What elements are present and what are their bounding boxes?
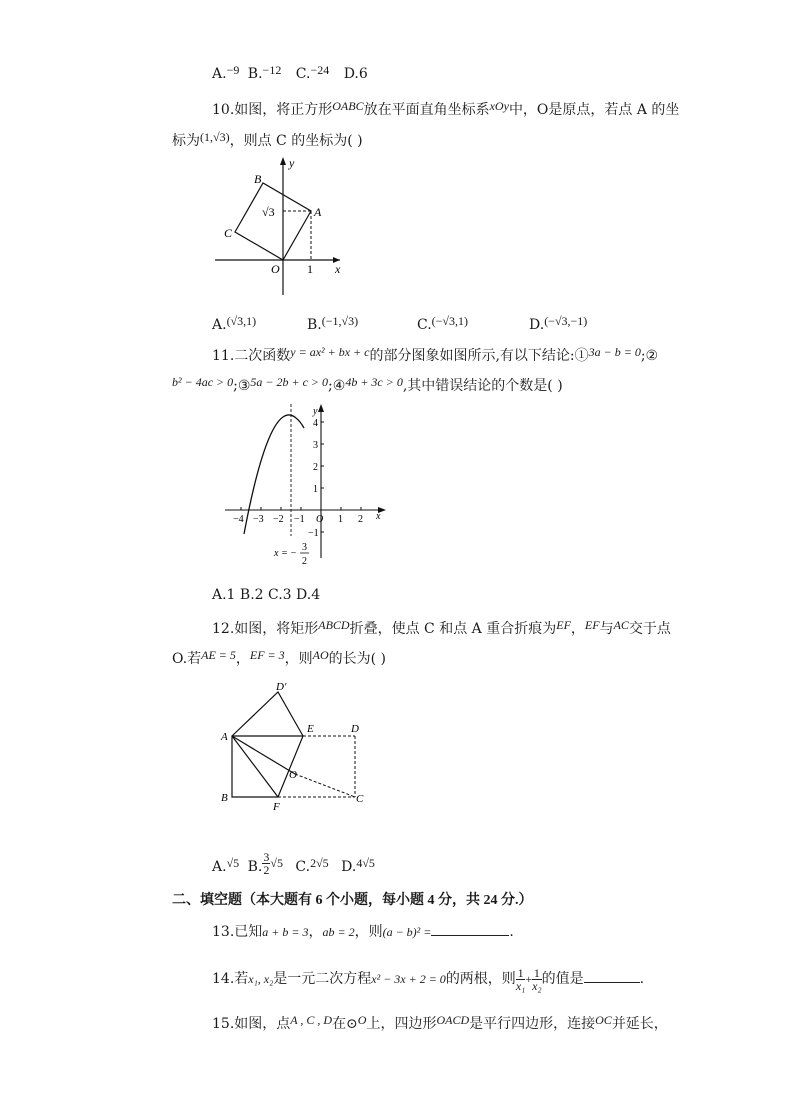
q11-ytick: 2 <box>313 462 318 473</box>
q10-figure <box>205 150 355 300</box>
q11-ytick: −1 <box>308 528 319 539</box>
q15-text: 并延长， <box>611 1016 668 1032</box>
q14-math: x² − 3x + 2 = 0 <box>371 972 446 986</box>
q11-function: y = ax² + bx + c <box>290 345 370 359</box>
q14-plus: + <box>525 972 533 986</box>
q10-b-label: B <box>254 172 262 186</box>
section-title: 二、填空题（本大题有 6 个小题，每小题 4 分，共 24 分.） <box>172 893 533 908</box>
q10-option-label: D. <box>529 317 545 333</box>
q11-conclusion-2: b² − 4ac > 0 <box>172 375 234 389</box>
q9-option-d: D.6 <box>343 66 368 82</box>
q10-y-label: y <box>289 156 295 170</box>
q11-y-label: y <box>313 406 318 417</box>
q12-option-value: 4√5 <box>356 856 375 870</box>
q11-frac-den: 2 <box>302 556 307 567</box>
q11-ytick: 4 <box>313 418 318 429</box>
q12-option-label: D. <box>341 859 357 875</box>
q12-math: EF <box>584 618 600 632</box>
q11-conclusion-4: 4b + 3c > 0 <box>345 375 403 389</box>
q13 <box>212 921 514 942</box>
q10-square-name: OABC <box>332 99 364 113</box>
q10-option-label: C. <box>417 317 432 333</box>
q12-frac-den: 2 <box>263 862 270 877</box>
q10-point-a-coord: (1,√3) <box>200 130 230 144</box>
q12-line2 <box>172 649 386 669</box>
q13-text: ，则 <box>354 924 383 940</box>
q11-xtick: −1 <box>294 514 305 525</box>
q12-text: 交于点 <box>628 621 671 637</box>
q10-c-label: C <box>224 226 233 240</box>
q9-option-c-value: −24 <box>310 63 330 77</box>
q11-xtick: −3 <box>253 514 264 525</box>
q12-option-value: 2√5 <box>310 856 329 870</box>
q15-text: 在⊙ <box>332 1016 358 1032</box>
q12-text: 12.如图，将矩形 <box>212 621 319 637</box>
q12-options <box>212 850 375 884</box>
q12-math: AO <box>312 648 329 662</box>
q9-option-c-label: C. <box>295 66 311 82</box>
q10-option-value: (√3,1) <box>226 314 257 328</box>
q12-a-label: A <box>221 731 228 743</box>
q11-axis-eq: x = − <box>274 548 297 559</box>
q12-text: ， <box>235 651 250 667</box>
q10-line2 <box>172 131 363 151</box>
q11-parabola-graph <box>220 398 395 578</box>
q14-text: 是一元二次方程 <box>273 971 372 987</box>
q10-x-label: x <box>335 262 341 276</box>
q14 <box>212 962 644 996</box>
q14-frac-den: x₁ <box>515 978 526 993</box>
q10-text: ，则点 C 的坐标为( ) <box>229 133 363 149</box>
q10-text: 中，O是原点，若点 A 的坐 <box>508 102 680 118</box>
q13-math: (a − b)² = <box>382 925 432 939</box>
q15-math: OACD <box>436 1013 470 1027</box>
q12-d-label: D <box>351 723 359 735</box>
q11-frac-num: 3 <box>302 542 307 553</box>
q12-text: 的长为( ) <box>328 651 387 667</box>
q12-math: EF <box>556 618 571 632</box>
q15-math: A , C , D <box>290 1013 333 1027</box>
q10-options <box>212 315 587 335</box>
q12-f-label: F <box>273 801 280 810</box>
q14-text: 14.若 <box>212 971 249 987</box>
q12-dprime-label: D′ <box>276 681 287 693</box>
q14-answer-blank[interactable] <box>584 968 640 983</box>
q10-a-label: A <box>314 205 322 219</box>
q12-figure <box>215 680 375 810</box>
q10-coord-system: xOy <box>489 99 509 113</box>
q14-frac-num: 1 <box>533 965 540 980</box>
q14-frac-den: x₂ <box>532 978 542 993</box>
q9-option-b-label: B. <box>247 66 263 82</box>
q15-math: O <box>357 1013 367 1027</box>
q12-text: O.若 <box>172 651 202 667</box>
q14-math: x₁, x₂ <box>248 972 274 986</box>
q12-math: EF = 3 <box>249 648 285 662</box>
q12-o-label: O <box>289 769 297 781</box>
q10-option-label: A. <box>212 317 227 333</box>
q13-answer-blank[interactable] <box>431 921 509 936</box>
q12-option-label: B. <box>247 859 263 875</box>
q13-math: a + b = 3 <box>262 925 309 939</box>
q12-math: AE = 5 <box>201 648 236 662</box>
q14-text: 的值是 <box>541 971 584 987</box>
q11-text: ,其中错误结论的个数是( ) <box>402 378 563 394</box>
q11-xtick: 2 <box>358 514 363 525</box>
q12-text: ，则 <box>284 651 313 667</box>
q12-text: 折叠，使点 C 和点 A 重合折痕为 <box>349 621 557 637</box>
q11-xtick: −2 <box>273 514 284 525</box>
q11-line2 <box>172 376 563 396</box>
q9-option-a-label: A. <box>212 66 227 82</box>
q10-text: 标为 <box>172 133 200 149</box>
q14-text: . <box>639 971 645 987</box>
q11-conclusion-1: 3a − b = 0 <box>588 345 641 359</box>
q13-text: 13.已知 <box>212 924 263 940</box>
q12-text: 与 <box>599 621 614 637</box>
q11-conclusion-3: 5a − 2b + c > 0 <box>250 375 329 389</box>
q11-xtick: 1 <box>338 514 343 525</box>
q10-option-value: (−√3,1) <box>431 314 469 328</box>
q11-text: 的部分图象如图所示,有以下结论:① <box>369 348 589 364</box>
q9-option-a-value: −9 <box>226 63 240 77</box>
q10-sqrt3-label: √3 <box>262 205 275 219</box>
q13-math: ab = 2 <box>322 925 355 939</box>
q10-option-value: (−1,√3) <box>321 314 359 328</box>
q10-o-label: O <box>271 262 280 276</box>
q11-ytick: 1 <box>313 484 318 495</box>
q12-option-label: A. <box>212 859 227 875</box>
q11-origin: O <box>316 514 324 525</box>
q11-x-label: x <box>376 511 381 522</box>
q10-option-label: B. <box>307 317 322 333</box>
q10-option-value: (−√3,−1) <box>544 314 588 328</box>
q11-options: A.1 B.2 C.3 D.4 <box>212 587 321 603</box>
q10-text: 10.如图，将正方形 <box>212 102 333 118</box>
q11-text: ;④ <box>328 378 346 394</box>
q12-frac-num: 3 <box>263 849 270 864</box>
q13-text: ， <box>308 924 323 940</box>
q12-math: AC <box>613 618 629 632</box>
q13-text: . <box>509 924 514 940</box>
q15-text: 上，四边形 <box>366 1016 437 1032</box>
q15-text: 15.如图，点 <box>212 1016 291 1032</box>
q11-ytick: 3 <box>313 440 318 451</box>
q15-math: OC <box>595 1013 612 1027</box>
q14-text: 的两根，则 <box>445 971 516 987</box>
q9-option-b-value: −12 <box>262 63 282 77</box>
q11-text: ;③ <box>233 378 251 394</box>
q10-one-label: 1 <box>307 262 313 276</box>
q12-text: ， <box>570 621 585 637</box>
q12-b-label: B <box>221 792 228 804</box>
q12-option-label: C. <box>295 859 311 875</box>
q12-option-value: √5 <box>270 856 283 870</box>
q12-option-value: √5 <box>226 856 240 870</box>
q15 <box>212 1014 668 1034</box>
q11-line1 <box>212 346 658 366</box>
q14-frac-1 <box>516 967 526 992</box>
q14-frac-2 <box>532 967 542 992</box>
q11-text: 11.二次函数 <box>212 348 291 364</box>
q12-c-label: C <box>356 793 364 805</box>
q10-text: 放在平面直角坐标系 <box>363 102 490 118</box>
q9-options <box>212 64 368 84</box>
q14-frac-num: 1 <box>517 965 524 980</box>
q10-line1 <box>212 100 679 120</box>
q12-line1 <box>212 619 671 639</box>
q11-xtick: −4 <box>233 514 244 525</box>
q15-text: 是平行四边形，连接 <box>469 1016 596 1032</box>
q12-rect-name: ABCD <box>318 618 350 632</box>
q11-text: ;② <box>640 348 659 364</box>
q12-e-label: E <box>307 723 314 735</box>
